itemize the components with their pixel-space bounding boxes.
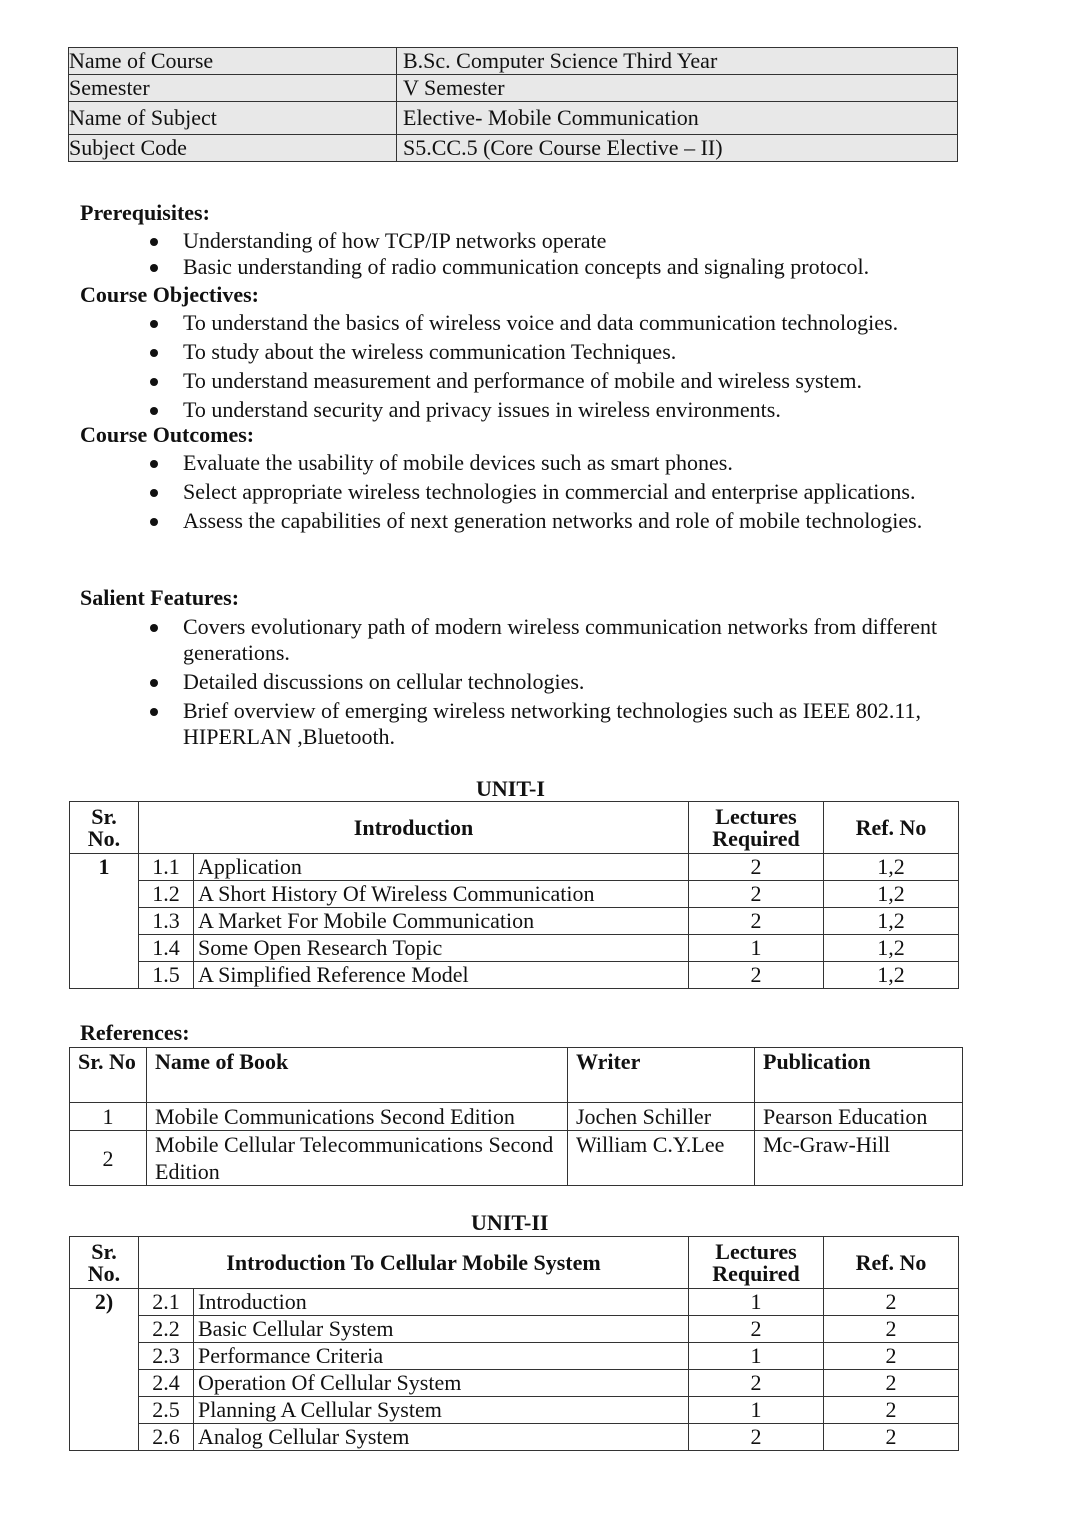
list-item: To understand security and privacy issues in wireless environments. (0, 397, 943, 423)
subject-code-label: Subject Code (69, 135, 397, 162)
lectures-cell: 1 (689, 935, 824, 962)
topic-number: 1.3 (139, 908, 194, 935)
course-value: B.Sc. Computer Science Third Year (397, 48, 958, 75)
topic-name: Basic Cellular System (194, 1316, 689, 1343)
list-item: Detailed discussions on cellular technologies. (0, 669, 943, 695)
course-row (69, 48, 958, 75)
semester-label: Semester (69, 75, 397, 102)
objectives-heading: Course Objectives: (80, 282, 260, 307)
list-item: Assess the capabilities of next generation networks and role of mobile technologies. (0, 508, 943, 534)
objectives-list (0, 310, 943, 423)
topic-name: A Short History Of Wireless Communication (194, 881, 689, 908)
book-cell: Mobile Cellular Telecommunications Second Edition (147, 1131, 568, 1186)
publication-header: Publication (755, 1048, 963, 1103)
list-item: To study about the wireless communication Techniques. (0, 339, 943, 365)
lectures-cell: 1 (689, 1289, 824, 1316)
unit2-table (69, 1236, 959, 1451)
table-row (70, 881, 959, 908)
table-row (70, 1370, 959, 1397)
table-row (70, 1424, 959, 1451)
lectures-cell: 2 (689, 1424, 824, 1451)
ref-header: Ref. No (824, 1237, 959, 1289)
table-row (70, 1289, 959, 1316)
topic-name: Some Open Research Topic (194, 935, 689, 962)
table-header-row (70, 1237, 959, 1289)
ref-cell: 1,2 (824, 908, 959, 935)
ref-cell: 2 (824, 1289, 959, 1316)
references-heading: References: (80, 1020, 190, 1045)
ref-cell: 1,2 (824, 935, 959, 962)
references-table (69, 1047, 963, 1186)
prerequisites-heading: Prerequisites: (80, 200, 210, 225)
table-row (70, 854, 959, 881)
unit2-title: UNIT-II (471, 1210, 549, 1235)
publication-cell: Pearson Education (755, 1103, 963, 1131)
topic-number: 1.2 (139, 881, 194, 908)
topic-number: 2.2 (139, 1316, 194, 1343)
topic-name: Analog Cellular System (194, 1424, 689, 1451)
table-row (70, 1397, 959, 1424)
ref-cell: 1,2 (824, 854, 959, 881)
table-row (70, 1343, 959, 1370)
writer-cell: Jochen Schiller (568, 1103, 755, 1131)
list-item: Select appropriate wireless technologies in commercial and enterprise applications. (0, 479, 943, 505)
ref-cell: 2 (824, 1397, 959, 1424)
lectures-header: Lectures Required (689, 1237, 824, 1289)
topic-number: 1.4 (139, 935, 194, 962)
sr-header: Sr. No. (70, 1237, 139, 1289)
sr-cell: 1 (70, 854, 139, 989)
lectures-header: Lectures Required (689, 802, 824, 854)
sr-header: Sr. No. (70, 802, 139, 854)
features-heading: Salient Features: (80, 585, 240, 610)
unit1-title: UNIT-I (476, 776, 545, 801)
book-cell: Mobile Communications Second Edition (147, 1103, 568, 1131)
lectures-cell: 1 (689, 1343, 824, 1370)
subject-row (69, 102, 958, 135)
topic-number: 2.1 (139, 1289, 194, 1316)
ref-sr-cell: 2 (70, 1131, 147, 1186)
topic-name: A Simplified Reference Model (194, 962, 689, 989)
outcomes-list (0, 450, 943, 534)
list-item: To understand the basics of wireless voice and data communication technologies. (0, 310, 943, 336)
list-item: Understanding of how TCP/IP networks operate (0, 228, 943, 254)
features-list (0, 614, 943, 750)
list-item: Evaluate the usability of mobile devices such as smart phones. (0, 450, 943, 476)
list-item: Brief overview of emerging wireless networking technologies such as IEEE 802.11, HIPERLAN ,Bluetooth. (0, 698, 943, 750)
list-item: Basic understanding of radio communication concepts and signaling protocol. (0, 254, 943, 280)
topic-number: 2.3 (139, 1343, 194, 1370)
ref-cell: 1,2 (824, 962, 959, 989)
subject-code-row (69, 135, 958, 162)
topic-number: 2.4 (139, 1370, 194, 1397)
course-label: Name of Course (69, 48, 397, 75)
topic-name: Introduction (194, 1289, 689, 1316)
outcomes-heading: Course Outcomes: (80, 422, 255, 447)
topic-name: Performance Criteria (194, 1343, 689, 1370)
table-row (70, 1103, 963, 1131)
list-item: Covers evolutionary path of modern wireless communication networks from different generations. (0, 614, 943, 666)
topic-number: 1.5 (139, 962, 194, 989)
semester-value: V Semester (397, 75, 958, 102)
lectures-cell: 2 (689, 1316, 824, 1343)
topic-number: 2.5 (139, 1397, 194, 1424)
table-header-row (70, 1048, 963, 1103)
course-info-table (68, 47, 958, 162)
lectures-cell: 2 (689, 881, 824, 908)
subject-label: Name of Subject (69, 102, 397, 135)
topic-number: 1.1 (139, 854, 194, 881)
table-row (70, 1316, 959, 1343)
lectures-cell: 2 (689, 1370, 824, 1397)
lectures-cell: 2 (689, 962, 824, 989)
ref-cell: 2 (824, 1343, 959, 1370)
list-item: To understand measurement and performance of mobile and wireless system. (0, 368, 943, 394)
book-header: Name of Book (147, 1048, 568, 1103)
topic-header: Introduction To Cellular Mobile System (139, 1237, 689, 1289)
subject-code-value: S5.CC.5 (Core Course Elective – II) (397, 135, 958, 162)
table-row (70, 1131, 963, 1186)
ref-cell: 1,2 (824, 881, 959, 908)
lectures-cell: 2 (689, 908, 824, 935)
lectures-cell: 1 (689, 1397, 824, 1424)
ref-cell: 2 (824, 1316, 959, 1343)
writer-cell: William C.Y.Lee (568, 1131, 755, 1186)
publication-cell: Mc-Graw-Hill (755, 1131, 963, 1186)
topic-name: Operation Of Cellular System (194, 1370, 689, 1397)
table-header-row (70, 802, 959, 854)
sr-cell: 2) (70, 1289, 139, 1451)
topic-number: 2.6 (139, 1424, 194, 1451)
semester-row (69, 75, 958, 102)
writer-header: Writer (568, 1048, 755, 1103)
table-row (70, 962, 959, 989)
table-row (70, 935, 959, 962)
lectures-cell: 2 (689, 854, 824, 881)
ref-cell: 2 (824, 1424, 959, 1451)
ref-sr-header: Sr. No (70, 1048, 147, 1103)
table-row (70, 908, 959, 935)
topic-name: A Market For Mobile Communication (194, 908, 689, 935)
ref-sr-cell: 1 (70, 1103, 147, 1131)
ref-cell: 2 (824, 1370, 959, 1397)
subject-value: Elective- Mobile Communication (397, 102, 958, 135)
prerequisites-list (0, 228, 943, 280)
ref-header: Ref. No (824, 802, 959, 854)
topic-header: Introduction (139, 802, 689, 854)
unit1-table (69, 801, 959, 989)
topic-name: Application (194, 854, 689, 881)
topic-name: Planning A Cellular System (194, 1397, 689, 1424)
